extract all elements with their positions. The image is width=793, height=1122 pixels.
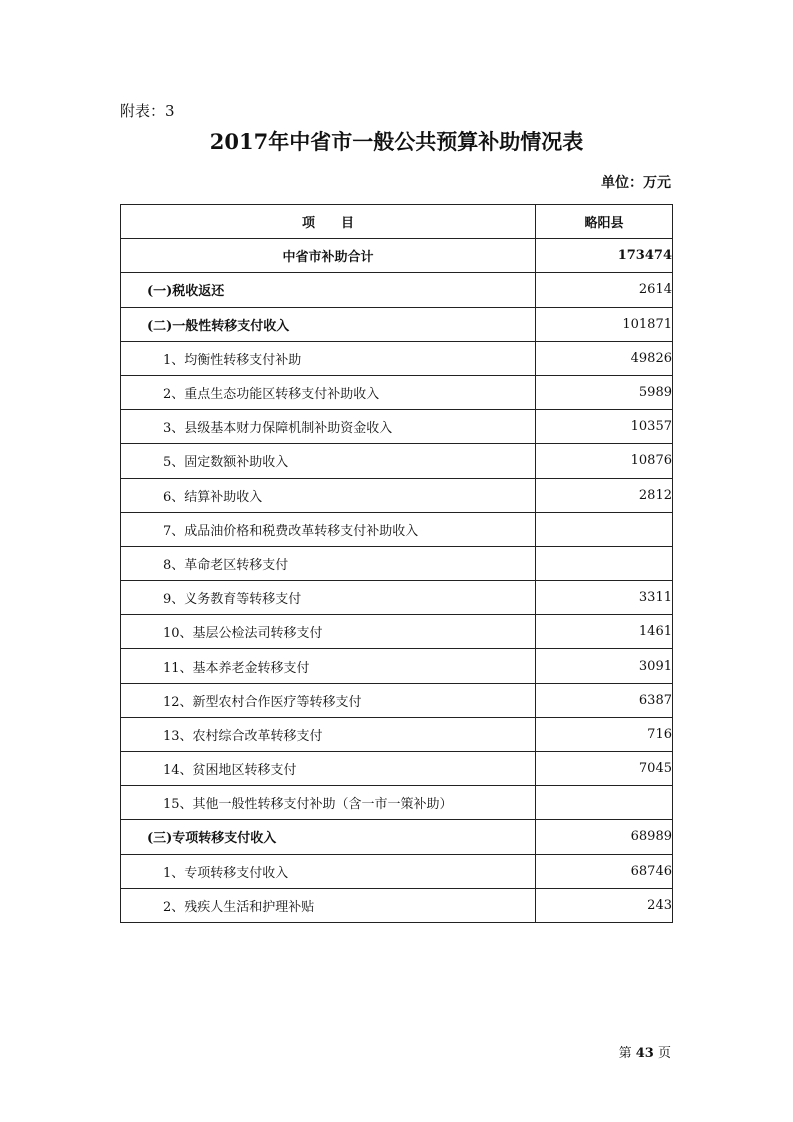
table-row <box>121 239 673 273</box>
subsidy-table <box>120 204 673 923</box>
row-label: (三)专项转移支付收入 <box>121 820 536 854</box>
row-label: 2、重点生态功能区转移支付补助收入 <box>121 375 536 409</box>
row-value: 2614 <box>536 273 673 307</box>
table-row <box>121 444 673 478</box>
row-value <box>536 786 673 820</box>
row-value: 68746 <box>536 854 673 888</box>
unit-label: 单位：万元 <box>601 175 671 191</box>
row-label: 中省市补助合计 <box>121 239 536 273</box>
table-row <box>121 649 673 683</box>
table-row <box>121 410 673 444</box>
row-label: 15、其他一般性转移支付补助（含一市一策补助） <box>121 786 536 820</box>
row-label: 10、基层公检法司转移支付 <box>121 615 536 649</box>
row-label: 12、新型农村合作医疗等转移支付 <box>121 683 536 717</box>
table-row <box>121 717 673 751</box>
table-row <box>121 546 673 580</box>
table-row <box>121 478 673 512</box>
row-label: 1、均衡性转移支付补助 <box>121 341 536 375</box>
row-label: 13、农村综合改革转移支付 <box>121 717 536 751</box>
table-row <box>121 888 673 922</box>
table-row <box>121 375 673 409</box>
row-value: 10357 <box>536 410 673 444</box>
row-value: 3311 <box>536 581 673 615</box>
table-row <box>121 341 673 375</box>
page-number: 43 <box>635 1046 654 1061</box>
page-title: 2017年中省市一般公共预算补助情况表 <box>209 129 584 154</box>
row-label: 5、固定数额补助收入 <box>121 444 536 478</box>
row-value: 49826 <box>536 341 673 375</box>
page-suffix: 页 <box>657 1046 671 1061</box>
row-value: 6387 <box>536 683 673 717</box>
table-header-row <box>121 205 673 239</box>
row-label: 8、革命老区转移支付 <box>121 546 536 580</box>
row-label: 11、基本养老金转移支付 <box>121 649 536 683</box>
table-row <box>121 615 673 649</box>
row-value: 716 <box>536 717 673 751</box>
row-value: 101871 <box>536 307 673 341</box>
table-row <box>121 307 673 341</box>
attachment-label: 附表：3 <box>120 102 175 120</box>
table-row <box>121 512 673 546</box>
table-row <box>121 854 673 888</box>
row-value: 1461 <box>536 615 673 649</box>
table-row <box>121 581 673 615</box>
row-value: 243 <box>536 888 673 922</box>
page-footer <box>619 1042 671 1061</box>
row-label: 6、结算补助收入 <box>121 478 536 512</box>
row-value <box>536 512 673 546</box>
table-row <box>121 820 673 854</box>
row-value: 5989 <box>536 375 673 409</box>
row-value: 173474 <box>536 239 673 273</box>
row-label: (二)一般性转移支付收入 <box>121 307 536 341</box>
row-label: 2、残疾人生活和护理补贴 <box>121 888 536 922</box>
table-row <box>121 273 673 307</box>
table-row <box>121 786 673 820</box>
header-county: 略阳县 <box>536 205 673 239</box>
row-value: 2812 <box>536 478 673 512</box>
row-value: 7045 <box>536 752 673 786</box>
row-label: 9、义务教育等转移支付 <box>121 581 536 615</box>
row-value <box>536 546 673 580</box>
page-prefix: 第 <box>618 1046 632 1061</box>
row-label: 7、成品油价格和税费改革转移支付补助收入 <box>121 512 536 546</box>
row-value: 68989 <box>536 820 673 854</box>
table-row <box>121 683 673 717</box>
header-item: 项 目 <box>121 205 536 239</box>
row-label: 1、专项转移支付收入 <box>121 854 536 888</box>
row-label: 14、贫困地区转移支付 <box>121 752 536 786</box>
table-row <box>121 752 673 786</box>
row-label: 3、县级基本财力保障机制补助资金收入 <box>121 410 536 444</box>
row-value: 3091 <box>536 649 673 683</box>
row-label: (一)税收返还 <box>121 273 536 307</box>
row-value: 10876 <box>536 444 673 478</box>
